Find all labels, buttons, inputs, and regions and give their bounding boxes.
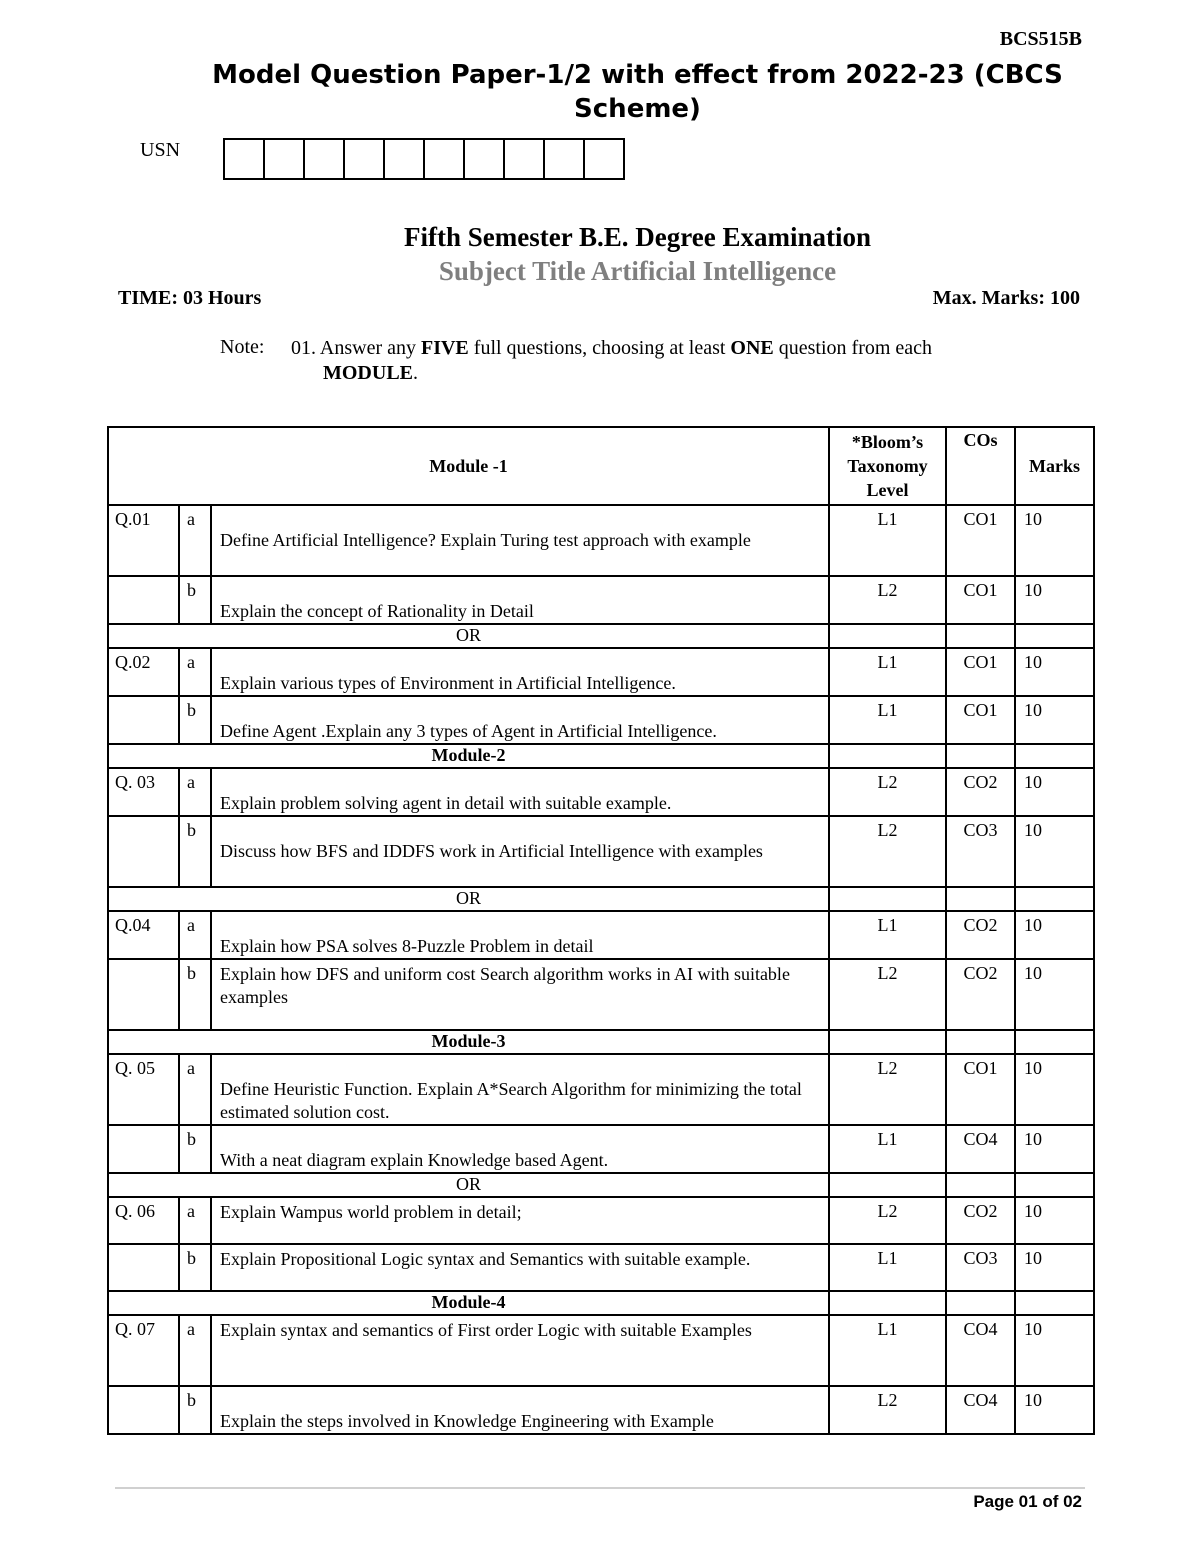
- question-text-content: Define Heuristic Function. Explain A*Search Algorithm for minimizing the total estimated solution cost.: [220, 1079, 802, 1122]
- empty-cell: [1015, 744, 1094, 768]
- marks-heading: Marks: [1015, 427, 1094, 505]
- note-label: Note:: [220, 336, 265, 358]
- empty-cell: [946, 1291, 1015, 1315]
- blooms-level: L2: [829, 576, 946, 624]
- question-text-content: Explain the concept of Rationality in Detail: [220, 601, 534, 621]
- paper-code: BCS515B: [999, 28, 1082, 50]
- exam-title: Fifth Semester B.E. Degree Examination: [404, 222, 871, 252]
- question-number: Q. 05: [108, 1054, 179, 1125]
- note-text: [291, 336, 1011, 386]
- course-outcome: CO3: [946, 1244, 1015, 1291]
- or-row: [108, 624, 1094, 648]
- question-text: [211, 1197, 829, 1244]
- course-outcome: CO2: [946, 911, 1015, 959]
- empty-cell: [946, 744, 1015, 768]
- question-row: [108, 1197, 1094, 1244]
- question-number: [108, 1244, 179, 1291]
- course-outcome: CO2: [946, 768, 1015, 816]
- question-row: [108, 959, 1094, 1030]
- question-marks: 10: [1015, 1054, 1094, 1125]
- blooms-level: L1: [829, 911, 946, 959]
- question-row: [108, 1244, 1094, 1291]
- question-table: [107, 426, 1095, 1435]
- question-text: [211, 1125, 829, 1173]
- blooms-level: L2: [829, 816, 946, 887]
- subject-title: Subject Title Artificial Intelligence: [438, 256, 837, 286]
- sub-question: a: [179, 768, 211, 816]
- course-outcome: CO2: [946, 1197, 1015, 1244]
- sub-question: b: [179, 1386, 211, 1434]
- question-number: Q. 07: [108, 1315, 179, 1386]
- course-outcome: CO1: [946, 505, 1015, 576]
- or-separator: OR: [108, 887, 829, 911]
- empty-cell: [829, 624, 946, 648]
- empty-cell: [829, 1173, 946, 1197]
- question-row: [108, 1054, 1094, 1125]
- question-text: [211, 1315, 829, 1386]
- question-number: Q. 06: [108, 1197, 179, 1244]
- question-text-content: With a neat diagram explain Knowledge based Agent.: [220, 1150, 609, 1170]
- note-line1: [291, 336, 1011, 361]
- blooms-level: L2: [829, 1386, 946, 1434]
- question-marks: 10: [1015, 696, 1094, 744]
- question-text: [211, 911, 829, 959]
- course-outcome: CO4: [946, 1125, 1015, 1173]
- question-text-content: Explain problem solving agent in detail with suitable example.: [220, 793, 672, 813]
- question-text-content: Explain various types of Environment in Artificial Intelligence.: [220, 673, 676, 693]
- sub-question: a: [179, 1315, 211, 1386]
- blooms-level: L1: [829, 648, 946, 696]
- empty-cell: [829, 1030, 946, 1054]
- question-marks: 10: [1015, 1125, 1094, 1173]
- usn-box[interactable]: [545, 140, 585, 178]
- table-header-row: [108, 427, 1094, 505]
- course-outcome: CO4: [946, 1386, 1015, 1434]
- question-marks: 10: [1015, 816, 1094, 887]
- question-marks: 10: [1015, 1244, 1094, 1291]
- question-marks: 10: [1015, 576, 1094, 624]
- usn-label: USN: [140, 139, 181, 161]
- course-outcome: CO2: [946, 959, 1015, 1030]
- question-marks: 10: [1015, 648, 1094, 696]
- question-text-content: Define Artificial Intelligence? Explain Turing test approach with example: [220, 530, 751, 550]
- usn-box[interactable]: [385, 140, 425, 178]
- sub-question: b: [179, 576, 211, 624]
- question-row: [108, 1125, 1094, 1173]
- course-outcome: CO1: [946, 696, 1015, 744]
- question-number: [108, 1386, 179, 1434]
- note-part: full questions, choosing at least: [468, 337, 731, 359]
- question-number: [108, 1125, 179, 1173]
- sub-question: b: [179, 1125, 211, 1173]
- empty-cell: [1015, 624, 1094, 648]
- note-part: question from each: [773, 337, 933, 359]
- empty-cell: [946, 1030, 1015, 1054]
- question-number: Q.01: [108, 505, 179, 576]
- module-row: [108, 1291, 1094, 1315]
- question-number: Q.04: [108, 911, 179, 959]
- empty-cell: [1015, 1291, 1094, 1315]
- question-marks: 10: [1015, 1315, 1094, 1386]
- note-emphasis: FIVE: [420, 337, 469, 359]
- question-row: [108, 696, 1094, 744]
- question-text: [211, 768, 829, 816]
- question-text: [211, 1244, 829, 1291]
- note-line2: [291, 361, 1011, 386]
- usn-box[interactable]: [265, 140, 305, 178]
- question-number: Q.02: [108, 648, 179, 696]
- question-row: [108, 648, 1094, 696]
- blooms-level: L1: [829, 1315, 946, 1386]
- question-row: [108, 576, 1094, 624]
- sub-question: b: [179, 959, 211, 1030]
- question-marks: 10: [1015, 1197, 1094, 1244]
- module-heading: Module-4: [108, 1291, 829, 1315]
- empty-cell: [1015, 887, 1094, 911]
- sub-question: a: [179, 1197, 211, 1244]
- cos-heading: COs: [946, 427, 1015, 505]
- sub-question: b: [179, 696, 211, 744]
- note-part: .: [413, 362, 418, 384]
- question-row: [108, 768, 1094, 816]
- or-row: [108, 887, 1094, 911]
- empty-cell: [946, 624, 1015, 648]
- question-text: [211, 959, 829, 1030]
- question-text: [211, 816, 829, 887]
- note-part: 01. Answer any: [291, 337, 421, 359]
- question-row: [108, 505, 1094, 576]
- usn-box[interactable]: [225, 140, 265, 178]
- question-marks: 10: [1015, 1386, 1094, 1434]
- course-outcome: CO1: [946, 1054, 1015, 1125]
- question-marks: 10: [1015, 768, 1094, 816]
- usn-box[interactable]: [345, 140, 385, 178]
- question-number: [108, 959, 179, 1030]
- empty-cell: [1015, 1030, 1094, 1054]
- empty-cell: [829, 887, 946, 911]
- question-text: [211, 696, 829, 744]
- paper-title: [200, 58, 1075, 126]
- question-text: [211, 648, 829, 696]
- question-row: [108, 1386, 1094, 1434]
- empty-cell: [946, 1173, 1015, 1197]
- blooms-heading: *Bloom’s Taxonomy Level: [829, 427, 946, 505]
- question-text-content: Explain Propositional Logic syntax and Semantics with suitable example.: [220, 1249, 751, 1269]
- exam-time: TIME: 03 Hours: [118, 287, 262, 309]
- question-text-content: Explain how DFS and uniform cost Search algorithm works in AI with suitable examples: [220, 964, 790, 1007]
- empty-cell: [1015, 1173, 1094, 1197]
- module-row: [108, 744, 1094, 768]
- question-number: Q. 03: [108, 768, 179, 816]
- question-number: [108, 816, 179, 887]
- question-row: [108, 911, 1094, 959]
- blooms-level: L2: [829, 768, 946, 816]
- module-heading: Module-2: [108, 744, 829, 768]
- sub-question: b: [179, 816, 211, 887]
- footer-divider: [115, 1487, 1085, 1489]
- or-separator: OR: [108, 624, 829, 648]
- question-text-content: Explain the steps involved in Knowledge Engineering with Example: [220, 1411, 714, 1431]
- course-outcome: CO1: [946, 576, 1015, 624]
- question-number: [108, 576, 179, 624]
- question-text: [211, 505, 829, 576]
- empty-cell: [829, 1291, 946, 1315]
- module-heading: Module-3: [108, 1030, 829, 1054]
- usn-boxes: [223, 138, 625, 180]
- question-text: [211, 1054, 829, 1125]
- note-emphasis: MODULE: [323, 362, 413, 384]
- sub-question: a: [179, 505, 211, 576]
- course-outcome: CO1: [946, 648, 1015, 696]
- usn-box[interactable]: [585, 140, 623, 178]
- sub-question: a: [179, 1054, 211, 1125]
- sub-question: a: [179, 648, 211, 696]
- note-emphasis: ONE: [730, 337, 774, 359]
- empty-cell: [946, 887, 1015, 911]
- question-text-content: Explain how PSA solves 8-Puzzle Problem in detail: [220, 936, 594, 956]
- usn-box[interactable]: [305, 140, 345, 178]
- blooms-level: L2: [829, 1054, 946, 1125]
- question-marks: 10: [1015, 911, 1094, 959]
- usn-box[interactable]: [505, 140, 545, 178]
- question-text: [211, 576, 829, 624]
- question-text-content: Discuss how BFS and IDDFS work in Artificial Intelligence with examples: [220, 841, 763, 861]
- empty-cell: [829, 744, 946, 768]
- question-text-content: Define Agent .Explain any 3 types of Agent in Artificial Intelligence.: [220, 721, 717, 741]
- page-number: Page 01 of 02: [973, 1492, 1082, 1511]
- usn-box[interactable]: [425, 140, 465, 178]
- paper-title-line2: Scheme): [574, 94, 701, 124]
- blooms-level: L2: [829, 1197, 946, 1244]
- or-row: [108, 1173, 1094, 1197]
- sub-question: a: [179, 911, 211, 959]
- question-text-content: Explain Wampus world problem in detail;: [220, 1202, 522, 1222]
- question-text-content: Explain syntax and semantics of First order Logic with suitable Examples: [220, 1320, 752, 1340]
- course-outcome: CO3: [946, 816, 1015, 887]
- course-outcome: CO4: [946, 1315, 1015, 1386]
- blooms-level: L1: [829, 696, 946, 744]
- or-separator: OR: [108, 1173, 829, 1197]
- blooms-level: L1: [829, 505, 946, 576]
- blooms-level: L2: [829, 959, 946, 1030]
- module-1-heading: Module -1: [108, 427, 829, 505]
- question-marks: 10: [1015, 505, 1094, 576]
- blooms-level: L1: [829, 1244, 946, 1291]
- question-row: [108, 816, 1094, 887]
- question-row: [108, 1315, 1094, 1386]
- paper-title-line1: Model Question Paper-1/2 with effect from 2022-23 (CBCS: [212, 60, 1063, 90]
- usn-box[interactable]: [465, 140, 505, 178]
- blooms-level: L1: [829, 1125, 946, 1173]
- sub-question: b: [179, 1244, 211, 1291]
- question-marks: 10: [1015, 959, 1094, 1030]
- module-row: [108, 1030, 1094, 1054]
- question-number: [108, 696, 179, 744]
- question-text: [211, 1386, 829, 1434]
- max-marks: Max. Marks: 100: [932, 287, 1080, 309]
